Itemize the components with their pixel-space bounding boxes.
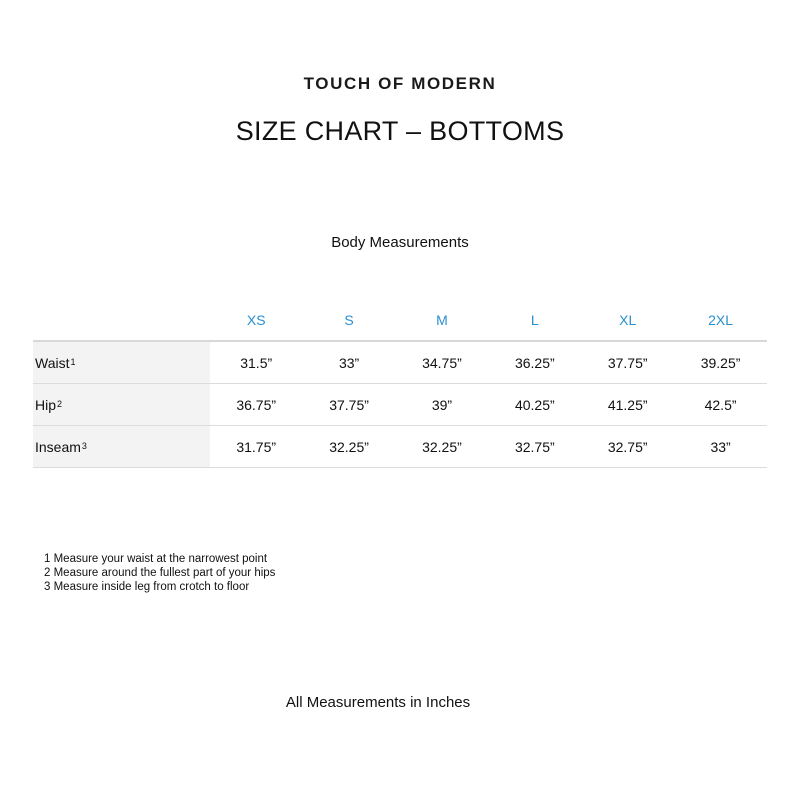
table-row-waist	[33, 342, 767, 384]
page-title: SIZE CHART – BOTTOMS	[235, 116, 565, 146]
brand-logo: TOUCH OF MODERN	[303, 74, 497, 93]
table-subtitle: Body Measurements	[331, 234, 469, 251]
table-cell: 32.25”	[422, 438, 462, 455]
measurement-unit-note: All Measurements in Inches	[285, 694, 471, 711]
footnote-marker: 1	[70, 356, 76, 367]
table-cell: 32.25”	[329, 438, 369, 455]
size-header-s: S	[344, 312, 354, 328]
table-cell: 37.75”	[607, 354, 648, 371]
table-cell: 40.25”	[514, 396, 555, 413]
table-cell: 32.75”	[514, 438, 555, 455]
table-cell: 42.5”	[704, 396, 737, 413]
table-row-hip	[33, 384, 767, 426]
size-header-2xl: 2XL	[708, 312, 734, 328]
size-header-l: L	[530, 312, 539, 328]
row-label-hip	[33, 384, 210, 425]
size-header-xs: XS	[246, 312, 266, 328]
size-table	[33, 300, 767, 468]
row-label-waist	[33, 342, 210, 383]
table-cell: 39.25”	[700, 354, 741, 371]
table-cell: 39”	[431, 396, 453, 413]
table-cell: 41.25”	[607, 396, 648, 413]
row-label-text: Waist	[35, 354, 70, 371]
table-cell: 33”	[710, 438, 731, 455]
row-label-inseam	[33, 426, 210, 467]
table-cell: 34.75”	[422, 354, 462, 371]
table-cell: 37.75”	[329, 396, 369, 413]
footnotes	[44, 552, 275, 594]
row-label-text: Inseam	[35, 438, 81, 455]
table-header-row	[33, 300, 767, 342]
row-label-text: Hip	[35, 396, 57, 413]
table-cell: 32.75”	[607, 438, 648, 455]
table-row-inseam	[33, 426, 767, 468]
size-header-m: M	[436, 312, 448, 328]
table-cell: 31.75”	[236, 438, 277, 455]
footnote-marker: 2	[57, 398, 63, 409]
table-cell: 33”	[338, 354, 360, 371]
table-cell: 36.25”	[514, 354, 555, 371]
header-label-cell	[33, 300, 210, 340]
table-cell: 31.5”	[240, 354, 273, 371]
footnote-3: 3 Measure inside leg from crotch to floor	[44, 581, 250, 593]
table-cell: 36.75”	[236, 396, 277, 413]
footnote-marker: 3	[81, 440, 87, 451]
footnote-2: 2 Measure around the fullest part of your hips	[44, 567, 276, 579]
footnote-1: 1 Measure your waist at the narrowest point	[44, 553, 268, 565]
size-header-xl: XL	[619, 312, 637, 328]
